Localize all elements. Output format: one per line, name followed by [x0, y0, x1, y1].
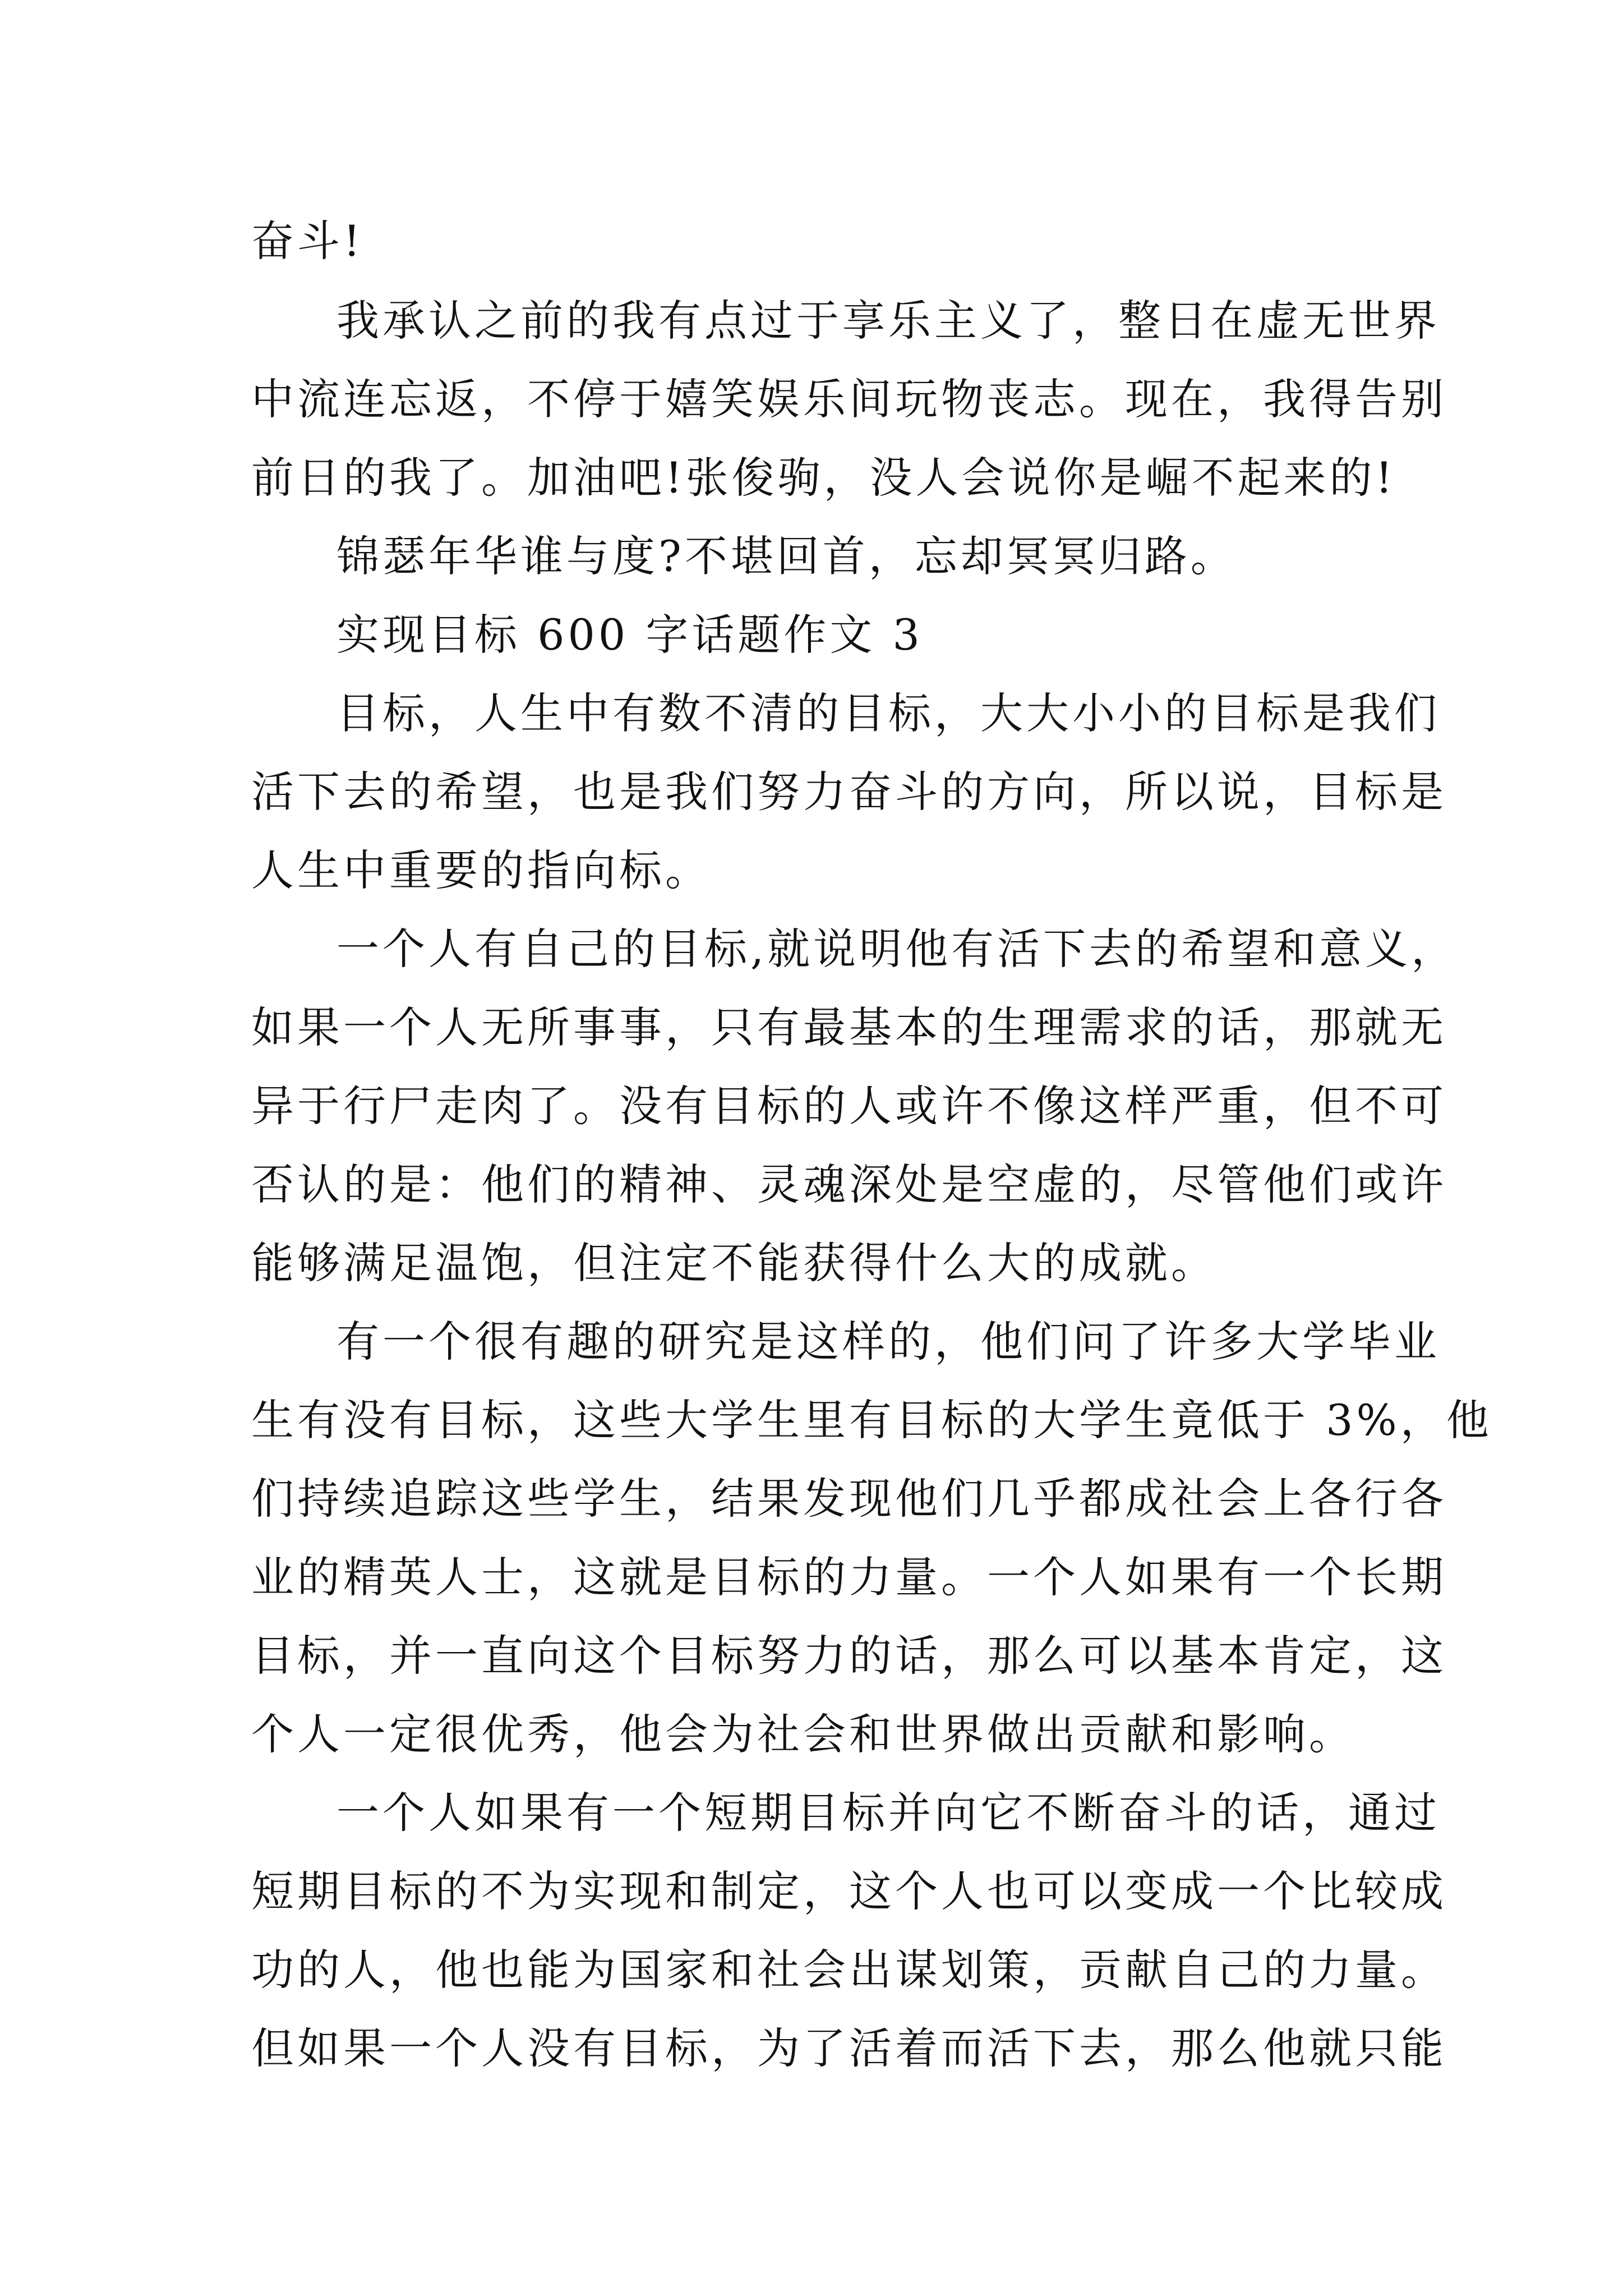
paragraph-first-line: 目标，人生中有数不清的目标，大大小小的目标是我们 [336, 688, 1440, 738]
text-line: 异于行尸走肉了。没有目标的人或许不像这样严重，但不可 [251, 1081, 1447, 1131]
paragraph-first-line: 有一个很有趣的研究是这样的，他们问了许多大学毕业 [336, 1317, 1440, 1366]
paragraph-first-line: 锦瑟年华谁与度?不堪回首，忘却冥冥归路。 [336, 531, 1237, 581]
text-line: 否认的是：他们的精神、灵魂深处是空虚的，尽管他们或许 [251, 1159, 1447, 1209]
section-heading: 实现目标 600 字话题作文 3 [336, 610, 923, 660]
text-line: 活下去的希望，也是我们努力奋斗的方向，所以说，目标是 [251, 767, 1447, 817]
text-line: 生有没有目标，这些大学生里有目标的大学生竟低于 3%，他 [251, 1395, 1492, 1445]
text-line: 业的精英人士，这就是目标的力量。一个人如果有一个长期 [251, 1552, 1447, 1602]
text-line: 人生中重要的指向标。 [251, 845, 711, 895]
text-line: 目标，并一直向这个目标努力的话，那么可以基本肯定，这 [251, 1631, 1447, 1681]
paragraph-first-line: 一个人有自己的目标,就说明他有活下去的希望和意义， [336, 924, 1458, 974]
paragraph-first-line: 一个人如果有一个短期目标并向它不断奋斗的话，通过 [336, 1788, 1440, 1838]
text-line: 但如果一个人没有目标，为了活着而活下去，那么他就只能 [251, 2023, 1447, 2073]
text-line: 前日的我了。加油吧!张俊驹，没人会说你是崛不起来的! [251, 453, 1396, 503]
text-line: 奋斗! [251, 216, 364, 266]
text-line: 功的人，他也能为国家和社会出谋划策，贡献自己的力量。 [251, 1945, 1447, 1995]
text-line: 们持续追踪这些学生，结果发现他们几乎都成社会上各行各 [251, 1474, 1447, 1524]
text-line: 能够满足温饱，但注定不能获得什么大的成就。 [251, 1238, 1217, 1288]
paragraph-first-line: 我承认之前的我有点过于享乐主义了，整日在虚无世界 [336, 296, 1440, 346]
text-line: 短期目标的不为实现和制定，这个人也可以变成一个比较成 [251, 1866, 1447, 1916]
text-line: 中流连忘返，不停于嬉笑娱乐间玩物丧志。现在，我得告别 [251, 374, 1447, 424]
text-line: 个人一定很优秀，他会为社会和世界做出贡献和影响。 [251, 1709, 1355, 1759]
text-line: 如果一个人无所事事，只有最基本的生理需求的话，那就无 [251, 1002, 1447, 1052]
